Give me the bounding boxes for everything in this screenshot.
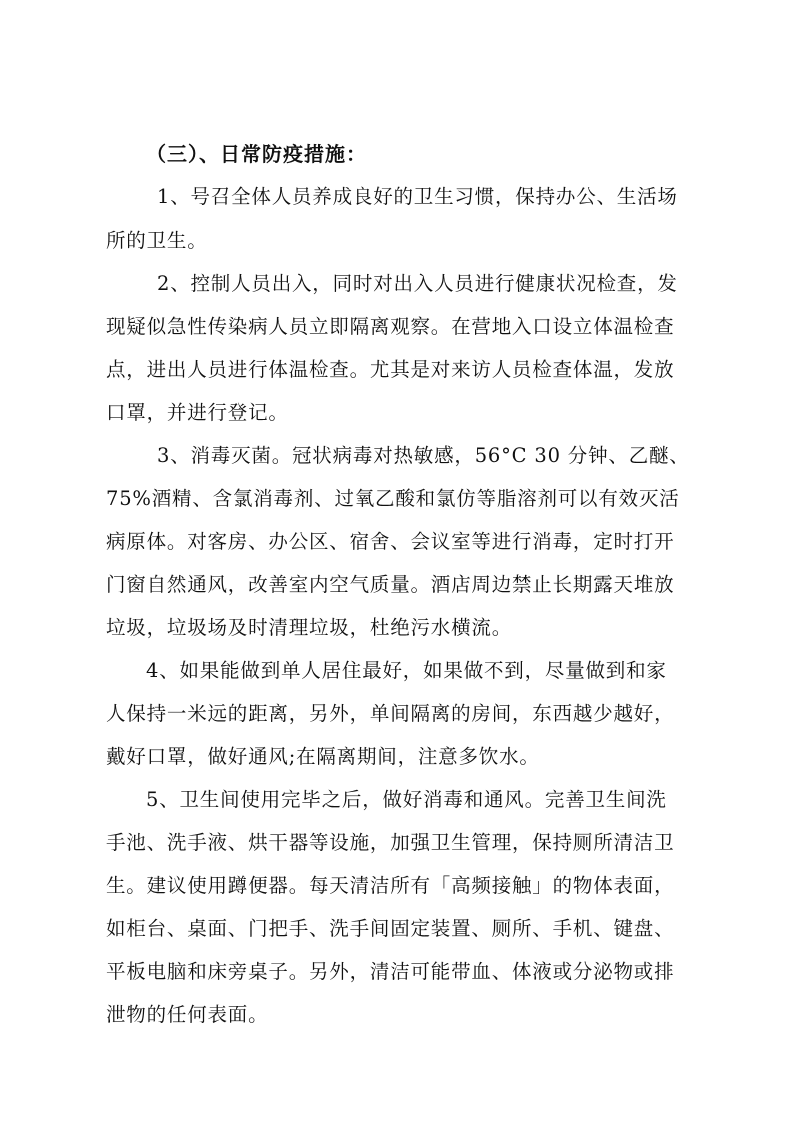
paragraph-2-line-2: 现疑似急性传染病人员立即隔离观察。在营地入口设立体温检查: [106, 315, 675, 338]
paragraph-5-line-6: 泄物的任何表面。: [106, 1003, 269, 1026]
paragraph-3-line-3: 病原体。对客房、办公区、宿舍、会议室等进行消毒，定时打开: [106, 530, 675, 553]
paragraph-5-line-4: 如柜台、桌面、门把手、洗手间固定装置、厕所、手机、键盘、: [106, 917, 675, 940]
paragraph-3-line-1: 3、消毒灭菌。冠状病毒对热敏感，56°C 30 分钟、乙醚、: [157, 444, 690, 467]
paragraph-3-line-2: 75%酒精、含氯消毒剂、过氧乙酸和氯仿等脂溶剂可以有效灭活: [106, 487, 680, 510]
paragraph-4-line-1: 4、如果能做到单人居住最好，如果做不到，尽量做到和家: [146, 659, 667, 682]
paragraph-5-line-3: 生。建议使用蹲便器。每天清洁所有「高频接触」的物体表面，: [106, 874, 675, 897]
paragraph-1-line-2: 所的卫生。: [106, 229, 208, 252]
paragraph-1-line-1: 1、号召全体人员养成良好的卫生习惯，保持办公、生活场: [157, 185, 678, 208]
paragraph-2-line-4: 口罩，并进行登记。: [106, 401, 289, 424]
paragraph-3-line-5: 垃圾，垃圾场及时清理垃圾，杜绝污水横流。: [106, 616, 513, 639]
paragraph-2-line-1: 2、控制人员出入，同时对出入人员进行健康状况检查，发: [157, 272, 678, 295]
paragraph-5-line-2: 手池、洗手液、烘干器等设施，加强卫生管理，保持厕所清洁卫: [106, 831, 675, 854]
paragraph-4-line-3: 戴好口罩，做好通风;在隔离期间，注意多饮水。: [106, 745, 540, 768]
section-heading: （三）、日常防疫措施：: [146, 142, 367, 166]
paragraph-5-line-1: 5、卫生间使用完毕之后，做好消毒和通风。完善卫生间洗: [146, 788, 667, 811]
paragraph-2-line-3: 点，进出人员进行体温检查。尤其是对来访人员检查体温，发放: [106, 358, 675, 381]
paragraph-5-line-5: 平板电脑和床旁桌子。另外，清洁可能带血、体液或分泌物或排: [106, 960, 675, 983]
paragraph-3-line-4: 门窗自然通风，改善室内空气质量。酒店周边禁止长期露天堆放: [106, 573, 675, 596]
paragraph-4-line-2: 人保持一米远的距离，另外，单间隔离的房间，东西越少越好，: [106, 702, 675, 725]
